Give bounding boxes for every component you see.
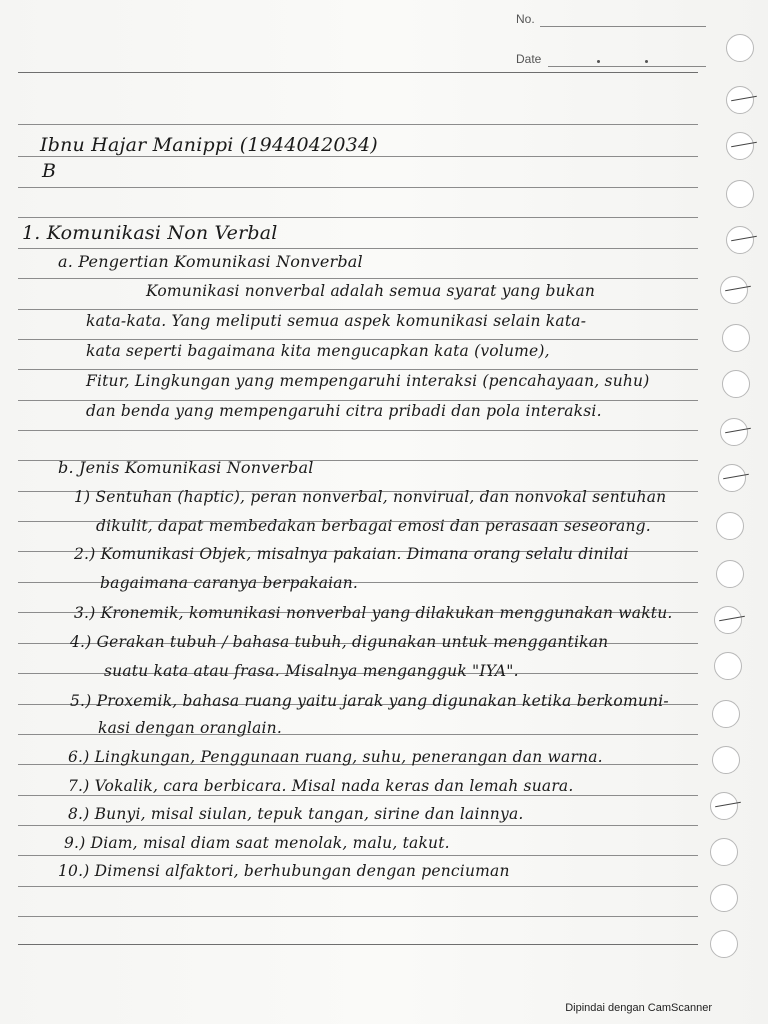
ruled-line <box>18 124 698 125</box>
ruled-line <box>18 156 698 157</box>
binder-hole <box>720 418 748 446</box>
ruled-line <box>18 795 698 796</box>
part-a-line: Komunikasi nonverbal adalah semua syarat yang bukan <box>146 282 596 300</box>
binder-hole <box>720 276 748 304</box>
ruled-line <box>18 430 698 431</box>
binder-hole <box>718 464 746 492</box>
scanner-watermark-note: Dipindai dengan CamScanner <box>565 1002 712 1014</box>
date-separator-dot <box>597 60 600 63</box>
part-b-line: 5.) Proxemik, bahasa ruang yaitu jarak yang digunakan ketika berkomuni- <box>70 692 669 710</box>
section-title: 1. Komunikasi Non Verbal <box>22 222 278 244</box>
binder-hole <box>710 884 738 912</box>
part-a-line: kata seperti bagaimana kita mengucapkan kata (volume), <box>86 342 550 360</box>
part-b-line: kasi dengan oranglain. <box>98 719 282 737</box>
ruled-line <box>18 278 698 279</box>
binder-hole <box>726 132 754 160</box>
ruled-line <box>18 339 698 340</box>
part-b-line: dikulit, dapat membedakan berbagai emosi dan perasaan seseorang. <box>96 517 651 535</box>
binder-hole <box>726 86 754 114</box>
ruled-line <box>18 72 698 73</box>
ruled-line <box>18 400 698 401</box>
part-b-line: 8.) Bunyi, misal siulan, tepuk tangan, sirine dan lainnya. <box>68 805 524 823</box>
binder-hole <box>714 606 742 634</box>
part-b-line: 10.) Dimensi alfaktori, berhubungan dengan penciuman <box>58 862 510 880</box>
part-b-line: 3.) Kronemik, komunikasi nonverbal yang dilakukan menggunakan waktu. <box>74 604 673 622</box>
part-a-line: dan benda yang mempengaruhi citra pribadi dan pola interaksi. <box>86 402 602 420</box>
part-b-title: b. Jenis Komunikasi Nonverbal <box>58 458 314 477</box>
part-a-title: a. Pengertian Komunikasi Nonverbal <box>58 252 363 271</box>
binder-hole <box>726 226 754 254</box>
binder-hole <box>710 792 738 820</box>
binder-hole <box>722 370 750 398</box>
ruled-line <box>18 916 698 917</box>
ruled-line <box>18 369 698 370</box>
ruled-line <box>18 217 698 218</box>
binder-hole <box>712 746 740 774</box>
ruled-line <box>18 248 698 249</box>
ruled-line <box>18 187 698 188</box>
binder-hole <box>714 652 742 680</box>
ruled-line <box>18 886 698 887</box>
date-separator-dot <box>645 60 648 63</box>
part-a-line: kata-kata. Yang meliputi semua aspek komunikasi selain kata- <box>86 312 587 330</box>
ruled-line <box>18 825 698 826</box>
no-field-line <box>540 26 706 27</box>
binder-hole <box>716 512 744 540</box>
binder-hole <box>726 34 754 62</box>
ruled-line <box>18 944 698 945</box>
binder-hole <box>712 700 740 728</box>
binder-hole <box>710 838 738 866</box>
no-label: No. <box>516 12 535 26</box>
binder-hole <box>716 560 744 588</box>
author-name-line: Ibnu Hajar Manippi (1944042034) <box>40 134 378 156</box>
part-a-line: Fitur, Lingkungan yang mempengaruhi interaksi (pencahayaan, suhu) <box>86 372 650 390</box>
part-b-line: 1) Sentuhan (haptic), peran nonverbal, nonvirual, dan nonvokal sentuhan <box>74 488 667 506</box>
part-b-line: suatu kata atau frasa. Misalnya mengangguk "IYA". <box>104 662 519 680</box>
binder-hole <box>722 324 750 352</box>
part-b-line: 2.) Komunikasi Objek, misalnya pakaian. Dimana orang selalu dinilai <box>74 545 629 563</box>
part-b-line: bagaimana caranya berpakaian. <box>100 574 359 592</box>
part-b-line: 7.) Vokalik, cara berbicara. Misal nada keras dan lemah suara. <box>68 777 574 795</box>
author-class-line: B <box>42 160 57 182</box>
ruled-line <box>18 309 698 310</box>
ruled-line <box>18 855 698 856</box>
binder-hole <box>726 180 754 208</box>
part-b-line: 6.) Lingkungan, Penggunaan ruang, suhu, penerangan dan warna. <box>68 748 603 766</box>
date-field-line <box>548 66 706 67</box>
date-label: Date <box>516 52 542 66</box>
part-b-line: 9.) Diam, misal diam saat menolak, malu, takut. <box>64 834 450 852</box>
binder-hole <box>710 930 738 958</box>
part-b-line: 4.) Gerakan tubuh / bahasa tubuh, digunakan untuk menggantikan <box>70 633 609 651</box>
